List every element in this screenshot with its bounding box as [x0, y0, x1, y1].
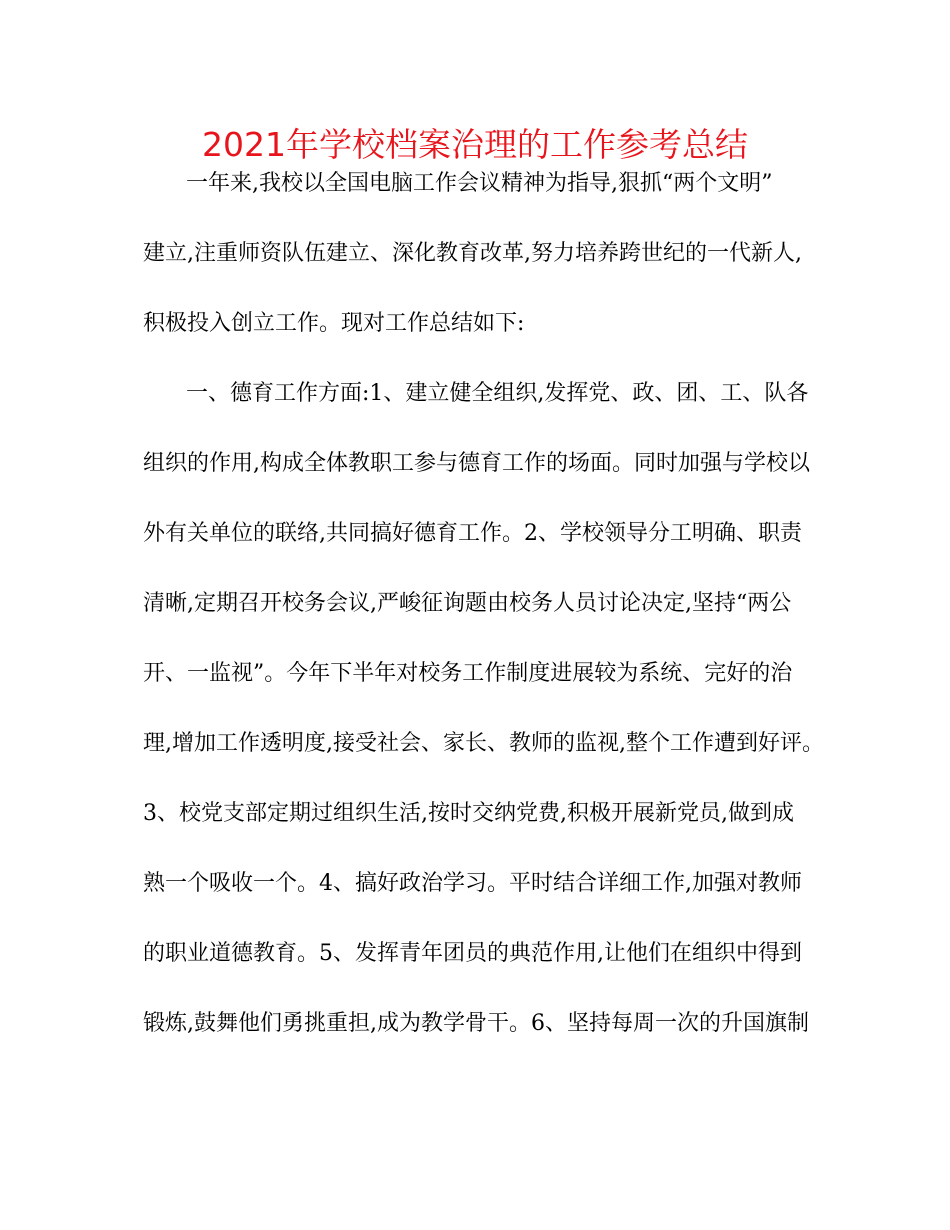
paragraph-line: 组织的作用,构成全体教职工参与德育工作的场面。同时加强与学校以: [143, 451, 810, 476]
paragraph-line: 建立,注重师资队伍建立、深化教育改革,努力培养跨世纪的一代新人,: [143, 241, 802, 266]
paragraph-line: 清晰,定期召开校务会议,严峻征询题由校务人员讨论决定,坚持“两公: [143, 591, 792, 616]
paragraph-line: 理,增加工作透明度,接受社会、家长、教师的监视,整个工作遭到好评。: [143, 731, 824, 756]
paragraph-line: 的职业道德教育。5、发挥青年团员的典范作用,让他们在组织中得到: [143, 941, 802, 966]
paragraph-line: 一、德育工作方面:1、建立健全组织,发挥党、政、团、工、队各: [186, 381, 809, 406]
document-title: 2021年学校档案治理的工作参考总结: [202, 125, 748, 164]
paragraph-line: 锻炼,鼓舞他们勇挑重担,成为教学骨干。6、坚持每周一次的升国旗制: [143, 1011, 809, 1036]
paragraph-line: 外有关单位的联络,共同搞好德育工作。2、学校领导分工明确、职责: [143, 521, 802, 546]
paragraph-line: 积极投入创立工作。现对工作总结如下:: [143, 311, 525, 336]
paragraph-line: 3、校党支部定期过组织生活,按时交纳党费,积极开展新党员,做到成: [143, 801, 794, 826]
paragraph-line: 开、一监视”。今年下半年对校务工作制度进展较为系统、完好的治: [143, 661, 793, 686]
paragraph-line: 一年来,我校以全国电脑工作会议精神为指导,狠抓“两个文明”: [186, 171, 773, 196]
paragraph-line: 熟一个吸收一个。4、搞好政治学习。平时结合详细工作,加强对教师: [143, 871, 802, 896]
